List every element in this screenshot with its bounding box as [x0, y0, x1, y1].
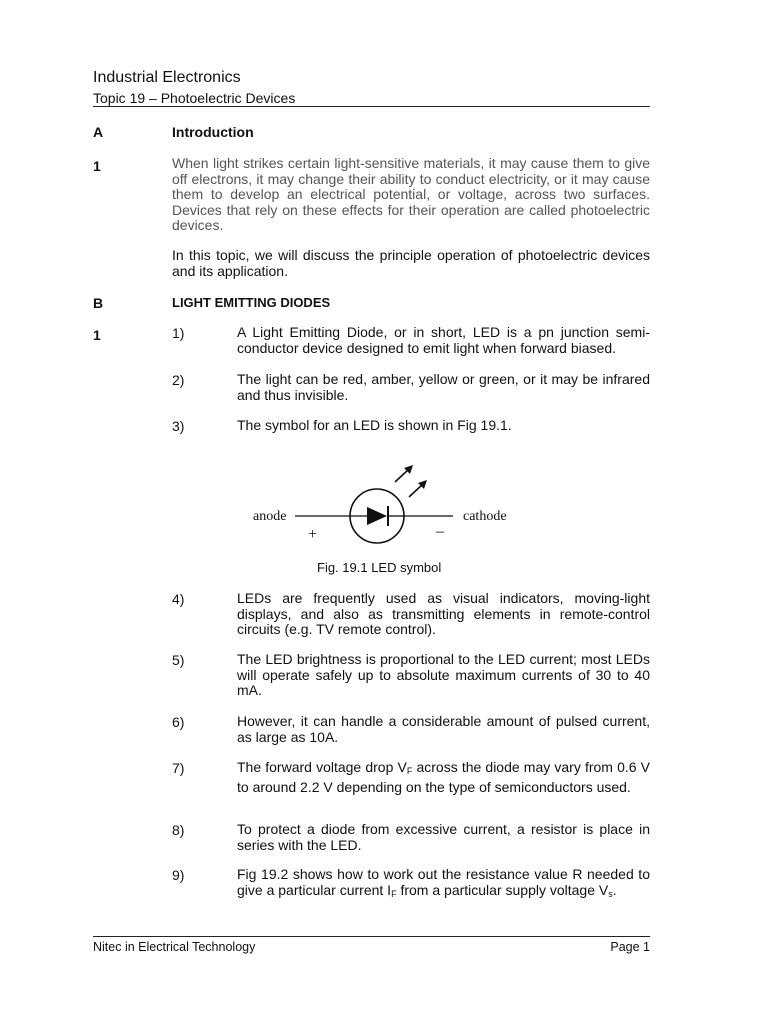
item-text: However, it can handle a considerable amount of pulsed current, as large as 10A. [237, 713, 650, 745]
section-a-title: Introduction [172, 124, 254, 140]
intro-paragraph: When light strikes certain light-sensitive materials, it may cause them to give off electrons, it may change their ability to conduct electricity, or it may cause them to develop an electrical potential, or voltage, across two surfaces. Devices that rely on these effects for their operation are called photoelectric devices. [172, 155, 650, 233]
led-symbol-figure [245, 455, 530, 550]
item-number: 1) [172, 325, 185, 341]
item-number: 2) [172, 372, 185, 388]
item-number: 5) [172, 652, 185, 668]
item-number: 4) [172, 591, 185, 607]
intro-paragraph-2: In this topic, we will discuss the principle operation of photoelectric devices and its application. [172, 247, 650, 279]
item-text: The LED brightness is proportional to the LED current; most LEDs will operate safely up to absolute maximum currents of 30 to 40 mA. [237, 651, 650, 698]
topic-subtitle: Topic 19 – Photoelectric Devices [93, 90, 296, 106]
footer-divider [93, 936, 650, 937]
section-b-number: 1 [93, 327, 101, 343]
header-divider [93, 106, 650, 107]
item-text: The forward voltage drop $V_F$ across the diode may vary from 0.6 V to around 2.2 V depending on the type of semiconductors used. [237, 759, 650, 795]
footer-course: Nitec in Electrical Technology [93, 940, 256, 954]
item-number: 3) [172, 418, 185, 434]
item-text: To protect a diode from excessive current, a resistor is place in series with the LED. [237, 821, 650, 853]
minus-sign: – [436, 523, 444, 540]
section-a-letter: A [93, 124, 104, 140]
item-text: Fig 19.2 shows how to work out the resistance value R needed to give a particular current $I_F$ from a particular supply voltage $V_s$. [237, 866, 650, 899]
item-number: 9) [172, 867, 185, 883]
section-b-letter: B [93, 295, 104, 311]
section-a-number: 1 [93, 158, 101, 174]
item-text: The light can be red, amber, yellow or green, or it may be infrared and thus invisible. [237, 371, 650, 403]
figure-caption: Fig. 19.1 LED symbol [317, 560, 442, 575]
item-text: LEDs are frequently used as visual indicators, moving-light displays, and also as transmitting elements in remote-control circuits (e.g. TV remote control). [237, 590, 650, 637]
item-text: The symbol for an LED is shown in Fig 19.1. [237, 417, 512, 433]
item-number: 7) [172, 760, 185, 776]
document-title: Industrial Electronics [93, 69, 241, 86]
item-text: A Light Emitting Diode, or in short, LED is a pn junction semi-conductor device designed to emit light when forward biased. [237, 324, 650, 356]
item-number: 8) [172, 822, 185, 838]
anode-label: anode [253, 509, 287, 524]
item-number: 6) [172, 714, 185, 730]
plus-sign: + [308, 526, 318, 543]
page-number: Page 1 [610, 940, 650, 954]
section-b-title: LIGHT EMITTING DIODES [172, 295, 331, 310]
cathode-label: cathode [463, 509, 507, 524]
led-symbol-icon [245, 455, 530, 550]
